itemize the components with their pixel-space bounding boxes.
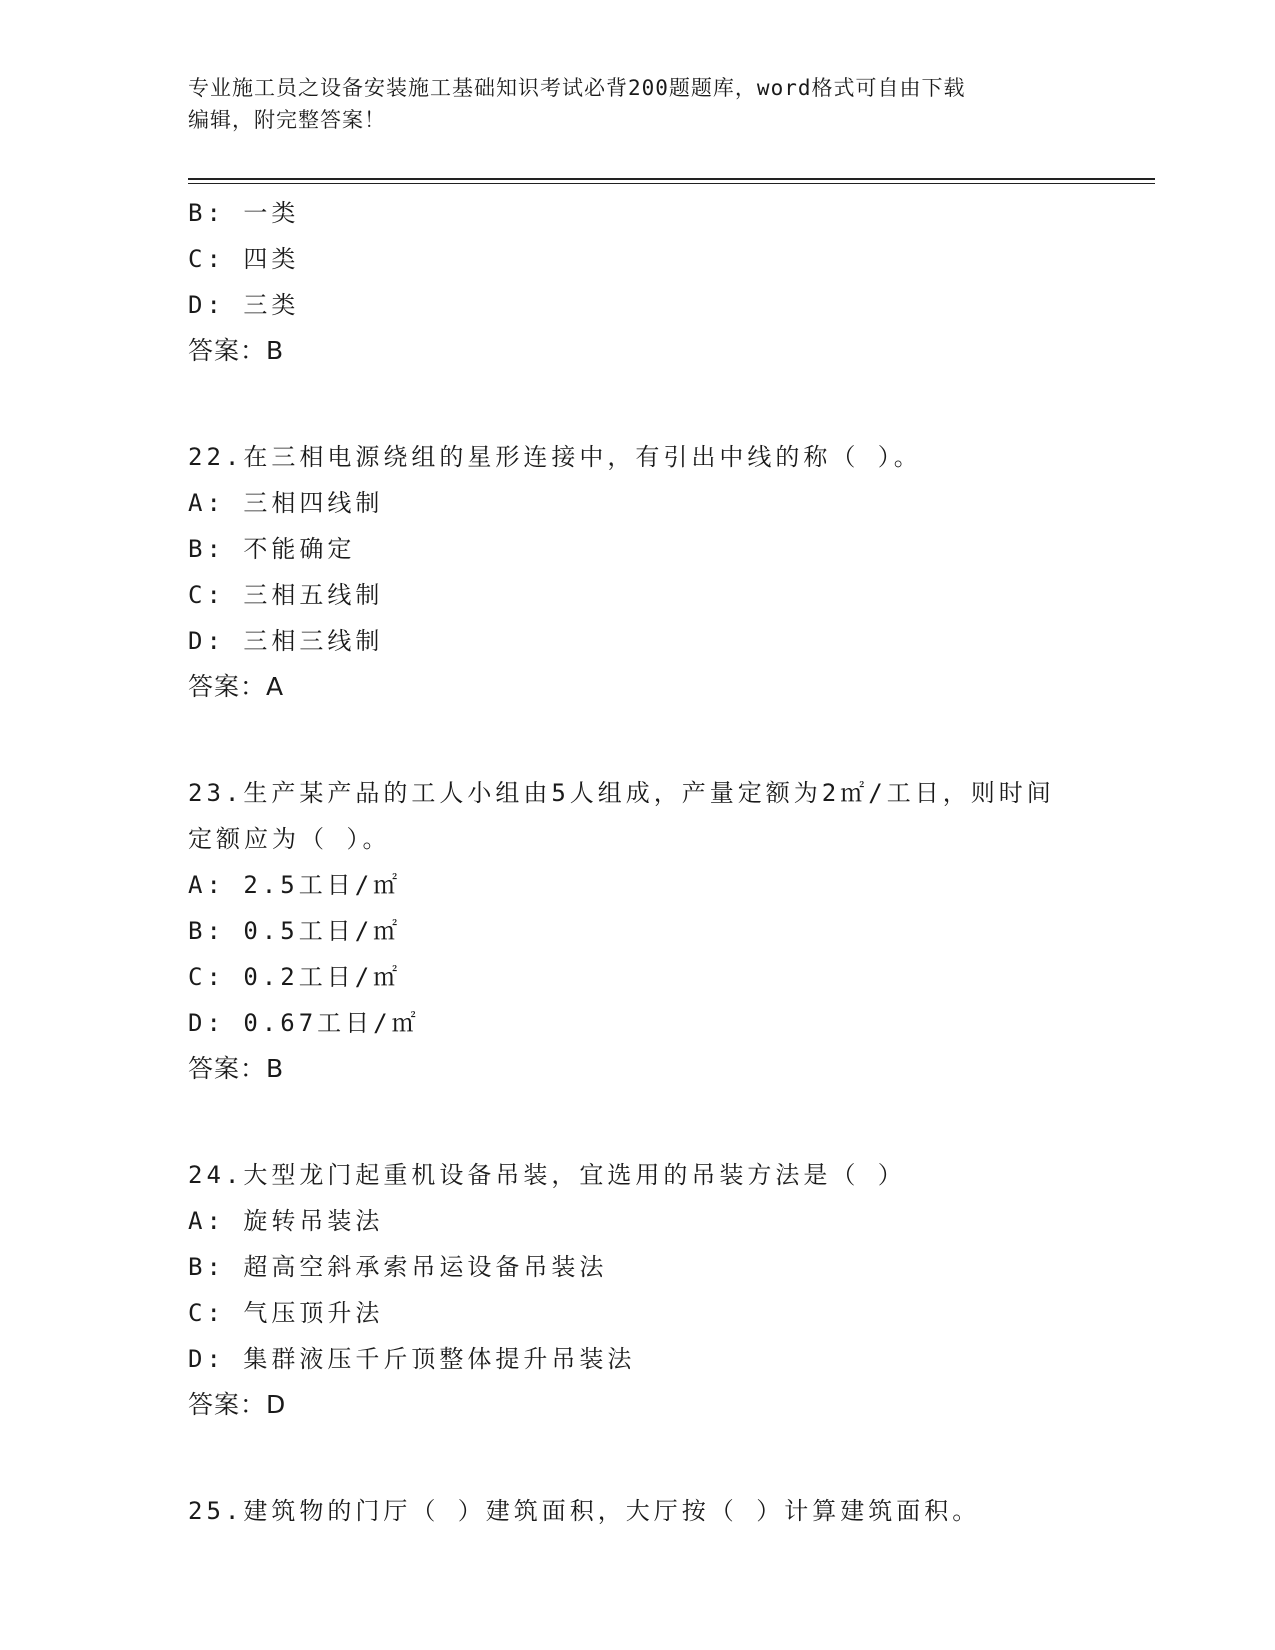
answer-label: 答案：B: [188, 336, 285, 365]
question-22: [188, 434, 1088, 710]
option-d: D: 三类: [188, 291, 300, 319]
option-a: A: 三相四线制: [188, 489, 384, 517]
header-divider-thin: [188, 183, 1155, 184]
option-d: D: 三相三线制: [188, 627, 384, 655]
option-b: B: 不能确定: [188, 535, 356, 563]
header-divider-thick: [188, 178, 1155, 180]
option-a: A: 2.5工日/㎡: [188, 871, 402, 899]
option-d: D: 0.67工日/㎡: [188, 1009, 420, 1037]
question-gap: [188, 710, 1088, 770]
question-text-line-2: 定额应为（ ）。: [188, 825, 391, 853]
header-title-line-2: 编辑，附完整答案！: [188, 108, 386, 132]
answer-label: 答案：D: [188, 1390, 287, 1419]
option-a: A: 旋转吊装法: [188, 1207, 384, 1235]
option-c: C: 0.2工日/㎡: [188, 963, 402, 991]
question-gap: [188, 1428, 1088, 1488]
question-23: [188, 770, 1088, 1092]
question-content: [188, 190, 1088, 1534]
option-c: C: 气压顶升法: [188, 1299, 384, 1327]
answer-label: 答案：A: [188, 672, 285, 701]
option-c: C: 三相五线制: [188, 581, 384, 609]
question-text: 24.大型龙门起重机设备吊装，宜选用的吊装方法是（ ）: [188, 1161, 906, 1189]
question-21-tail: [188, 190, 1088, 374]
question-text: 22.在三相电源绕组的星形连接中，有引出中线的称（ ）。: [188, 443, 922, 471]
question-25: [188, 1488, 1088, 1534]
answer-label: 答案：B: [188, 1054, 285, 1083]
option-b: B: 一类: [188, 199, 300, 227]
header-title-line-1: 专业施工员之设备安装施工基础知识考试必背200题题库，word格式可自由下载: [188, 76, 966, 100]
question-24: [188, 1152, 1088, 1428]
question-text: 25.建筑物的门厅（ ）建筑面积，大厅按（ ）计算建筑面积。: [188, 1497, 981, 1525]
question-gap: [188, 1092, 1088, 1152]
document-header: [188, 72, 1088, 136]
option-b: B: 0.5工日/㎡: [188, 917, 402, 945]
option-b: B: 超高空斜承索吊运设备吊装法: [188, 1253, 608, 1281]
option-d: D: 集群液压千斤顶整体提升吊装法: [188, 1345, 636, 1373]
question-text-line-1: 23.生产某产品的工人小组由5人组成，产量定额为2㎡/工日，则时间: [188, 779, 1055, 807]
option-c: C: 四类: [188, 245, 300, 273]
question-gap: [188, 374, 1088, 434]
